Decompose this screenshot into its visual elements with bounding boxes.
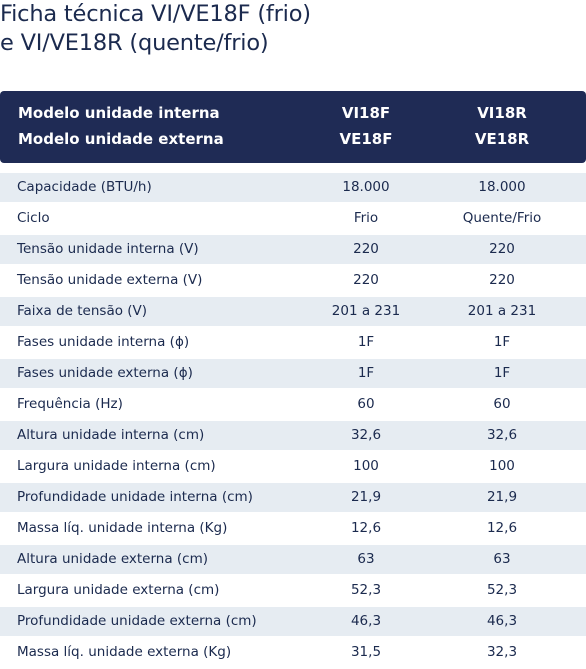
table-row [0,235,586,264]
table-row [0,638,586,667]
row-col2-value: 220 [489,272,515,288]
row-col1-value: 60 [357,396,375,412]
row-col2-value: 201 a 231 [467,303,537,319]
row-col2-value: 21,9 [486,489,518,505]
row-label: Altura unidade externa (cm) [17,551,209,567]
table-row [0,328,586,357]
row-col2-value: 63 [493,551,511,567]
header-row-external-model [0,127,586,152]
row-label: Ciclo [17,210,50,226]
title-line-2: e VI/VE18R (quente/frio) [0,30,269,56]
row-col2-value: 100 [489,458,515,474]
row-label: Massa líq. unidade externa (Kg) [17,644,232,660]
header-label: Modelo unidade externa [18,130,224,148]
row-col1-value: 46,3 [350,613,382,629]
table-row [0,483,586,512]
row-label: Frequência (Hz) [17,396,123,412]
row-col2-value: 32,6 [486,427,518,443]
row-label: Altura unidade interna (cm) [17,427,205,443]
row-col1-value: 18.000 [342,179,390,195]
page-title [0,0,586,58]
table-row [0,421,586,450]
row-col1-value: 1F [357,365,375,381]
row-col1-value: 220 [353,241,379,257]
table-row [0,390,586,419]
row-label: Fases unidade externa (ϕ) [17,365,193,381]
table-row [0,607,586,636]
table-row [0,297,586,326]
row-col2-value: 60 [493,396,511,412]
row-col2-value: 1F [493,334,511,350]
row-label: Capacidade (BTU/h) [17,179,152,195]
row-col2-value: 18.000 [478,179,526,195]
table-row [0,173,586,202]
row-col1-value: 32,6 [350,427,382,443]
row-col2-value: 12,6 [486,520,518,536]
row-label: Faixa de tensão (V) [17,303,148,319]
header-col2-value: VI18R [477,104,527,122]
table-row [0,514,586,543]
row-col1-value: 52,3 [350,582,382,598]
row-col1-value: 100 [353,458,379,474]
header-col1-value: VI18F [341,104,391,122]
table-row [0,576,586,605]
row-label: Profundidade unidade interna (cm) [17,489,253,505]
spec-table-body [0,173,586,669]
row-col2-value: 46,3 [486,613,518,629]
row-col2-value: 1F [493,365,511,381]
row-label: Largura unidade interna (cm) [17,458,216,474]
row-label: Tensão unidade externa (V) [17,272,203,288]
row-col1-value: Frio [353,210,379,226]
row-label: Largura unidade externa (cm) [17,582,220,598]
row-label: Massa líq. unidade interna (Kg) [17,520,228,536]
table-row [0,266,586,295]
row-col2-value: Quente/Frio [462,210,542,226]
table-row [0,545,586,574]
row-col2-value: 220 [489,241,515,257]
header-row-internal-model [0,101,586,126]
table-row [0,452,586,481]
table-header [0,91,586,163]
row-col1-value: 1F [357,334,375,350]
row-col2-value: 52,3 [486,582,518,598]
row-col1-value: 12,6 [350,520,382,536]
row-col1-value: 31,5 [350,644,382,660]
table-row [0,204,586,233]
row-col1-value: 201 a 231 [331,303,401,319]
header-col1-value: VE18F [339,130,393,148]
row-label: Profundidade unidade externa (cm) [17,613,257,629]
row-col1-value: 63 [357,551,375,567]
row-col2-value: 32,3 [486,644,518,660]
row-col1-value: 21,9 [350,489,382,505]
header-col2-value: VE18R [474,130,530,148]
row-label: Tensão unidade interna (V) [17,241,199,257]
row-col1-value: 220 [353,272,379,288]
row-label: Fases unidade interna (ϕ) [17,334,190,350]
table-row [0,359,586,388]
title-line-1: Ficha técnica VI/VE18F (frio) [0,1,311,27]
header-label: Modelo unidade interna [18,104,220,122]
